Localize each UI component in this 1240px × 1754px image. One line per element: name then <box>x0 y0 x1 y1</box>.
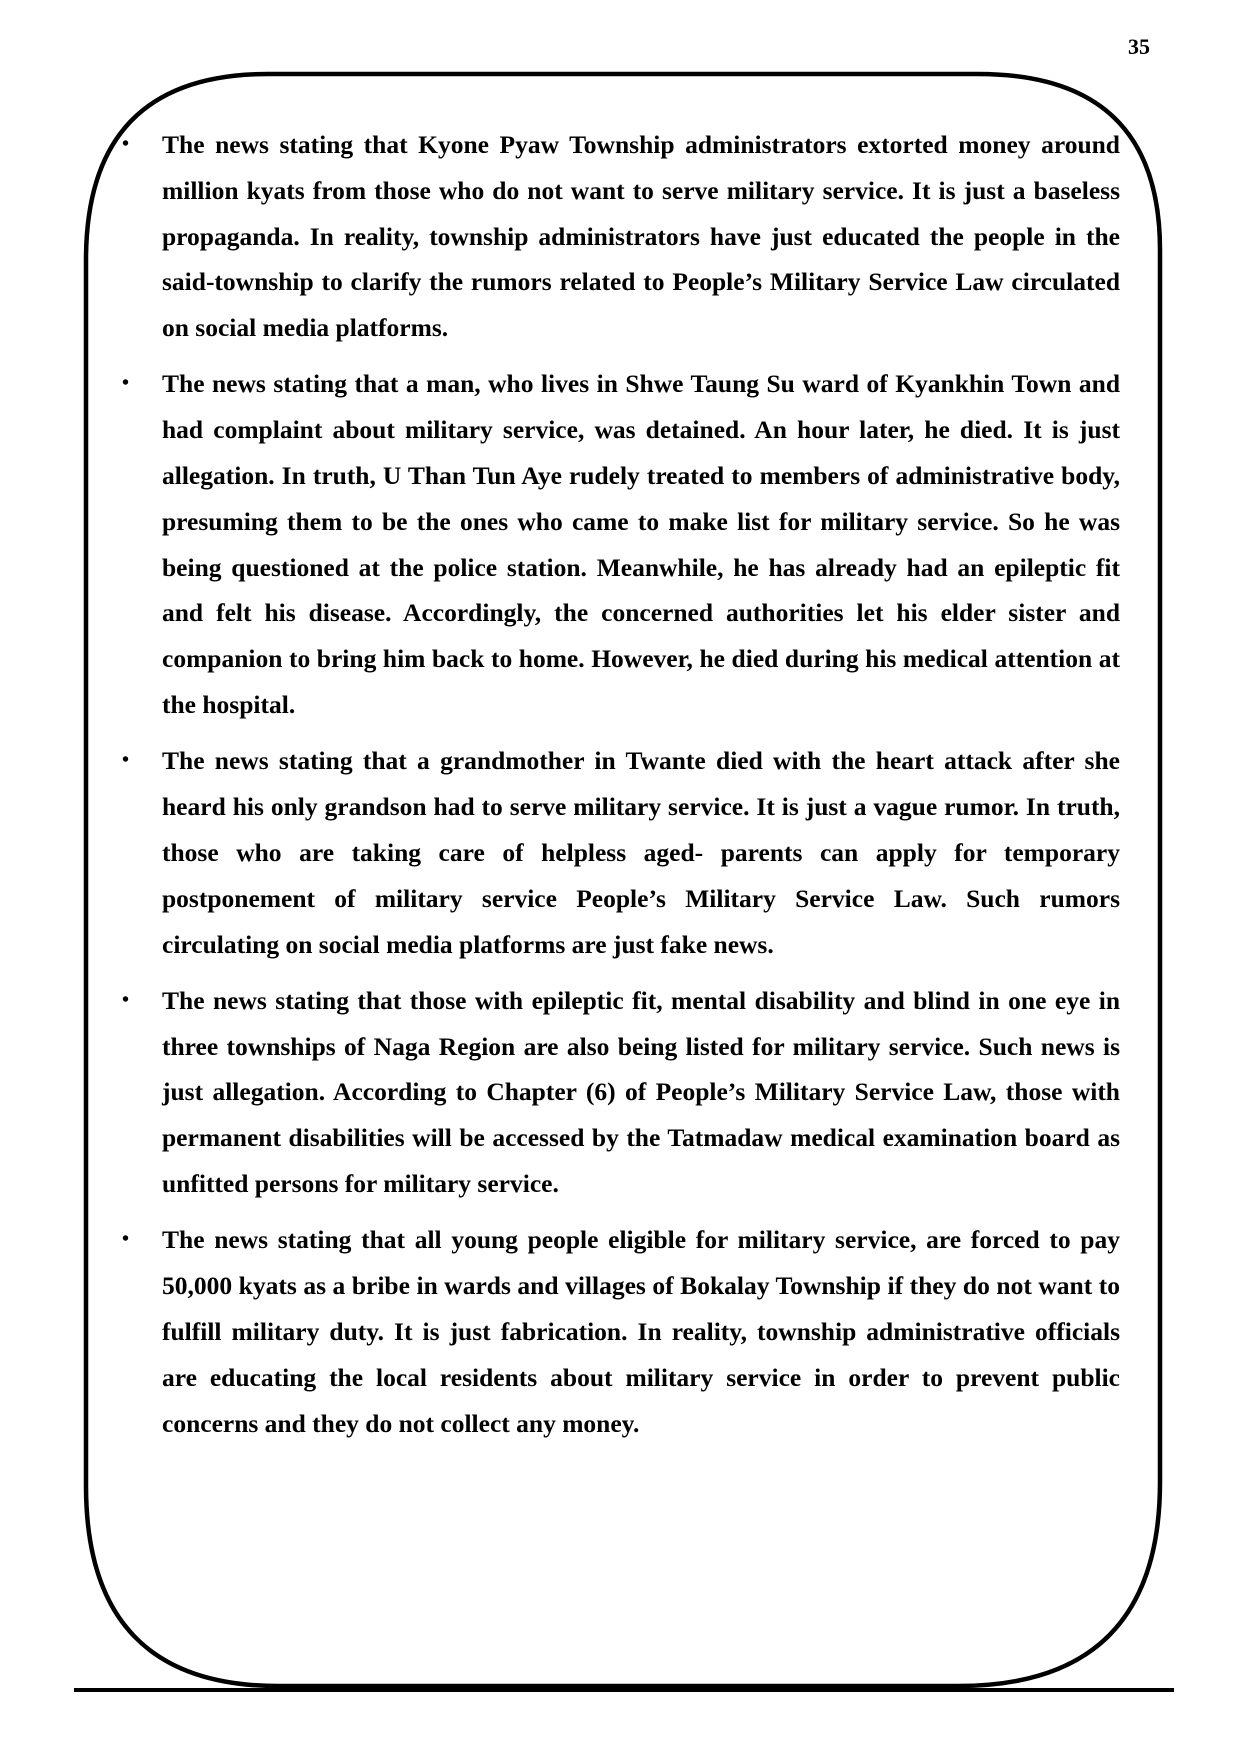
news-content <box>118 122 1120 1457</box>
news-item-text: The news stating that a grandmother in Twante died with the heart attack after she heard his only grandson had to serve military service. It is just a vague rumor. In truth, those who are taking care of helpless aged- parents can apply for temporary postponement of military service People’s Military Service Law. Such rumors circulating on social media platforms are just fake news. <box>162 746 1120 959</box>
list-item <box>118 1217 1120 1446</box>
news-item-text: The news stating that all young people eligible for military service, are forced to pay 50,000 kyats as a bribe in wards and villages of Bokalay Township if they do not want to fulfill military duty. It is just fabrication. In reality, township administrative officials are educating the local residents about military service in order to prevent public concerns and they do not collect any money. <box>162 1225 1120 1438</box>
page-number: 35 <box>1128 34 1150 59</box>
list-item <box>118 361 1120 727</box>
bullet-icon: • <box>122 372 130 395</box>
list-item <box>118 738 1120 967</box>
news-item-text: The news stating that Kyone Pyaw Township administrators extorted money around million kyats from those who do not want to serve military service. It is just a baseless propaganda. In reality, township administrators have just educated the people in the said-township to clarify the rumors related to People’s Military Service Law circulated on social media platforms. <box>162 130 1120 343</box>
list-item <box>118 978 1120 1207</box>
news-list <box>118 122 1120 1446</box>
list-item <box>118 122 1120 351</box>
bullet-icon: • <box>122 1228 130 1251</box>
bullet-icon: • <box>122 988 130 1011</box>
news-item-text: The news stating that a man, who lives in Shwe Taung Su ward of Kyankhin Town and had complaint about military service, was detained. An hour later, he died. It is just allegation. In truth, U Than Tun Aye rudely treated to members of administrative body, presuming them to be the ones who came to make list for military service. So he was being questioned at the police station. Meanwhile, he has already had an epileptic fit and felt his disease. Accordingly, the concerned authorities let his elder sister and companion to bring him back to home. However, he died during his medical attention at the hospital. <box>162 369 1120 720</box>
footer-rule <box>74 1688 1174 1692</box>
news-item-text: The news stating that those with epileptic fit, mental disability and blind in one eye in three townships of Naga Region are also being listed for military service. Such news is just allegation. According to Chapter (6) of People’s Military Service Law, those with permanent disabilities will be accessed by the Tatmadaw medical examination board as unfitted persons for military service. <box>162 985 1120 1199</box>
bullet-icon: • <box>122 133 130 155</box>
bullet-icon: • <box>122 749 130 772</box>
